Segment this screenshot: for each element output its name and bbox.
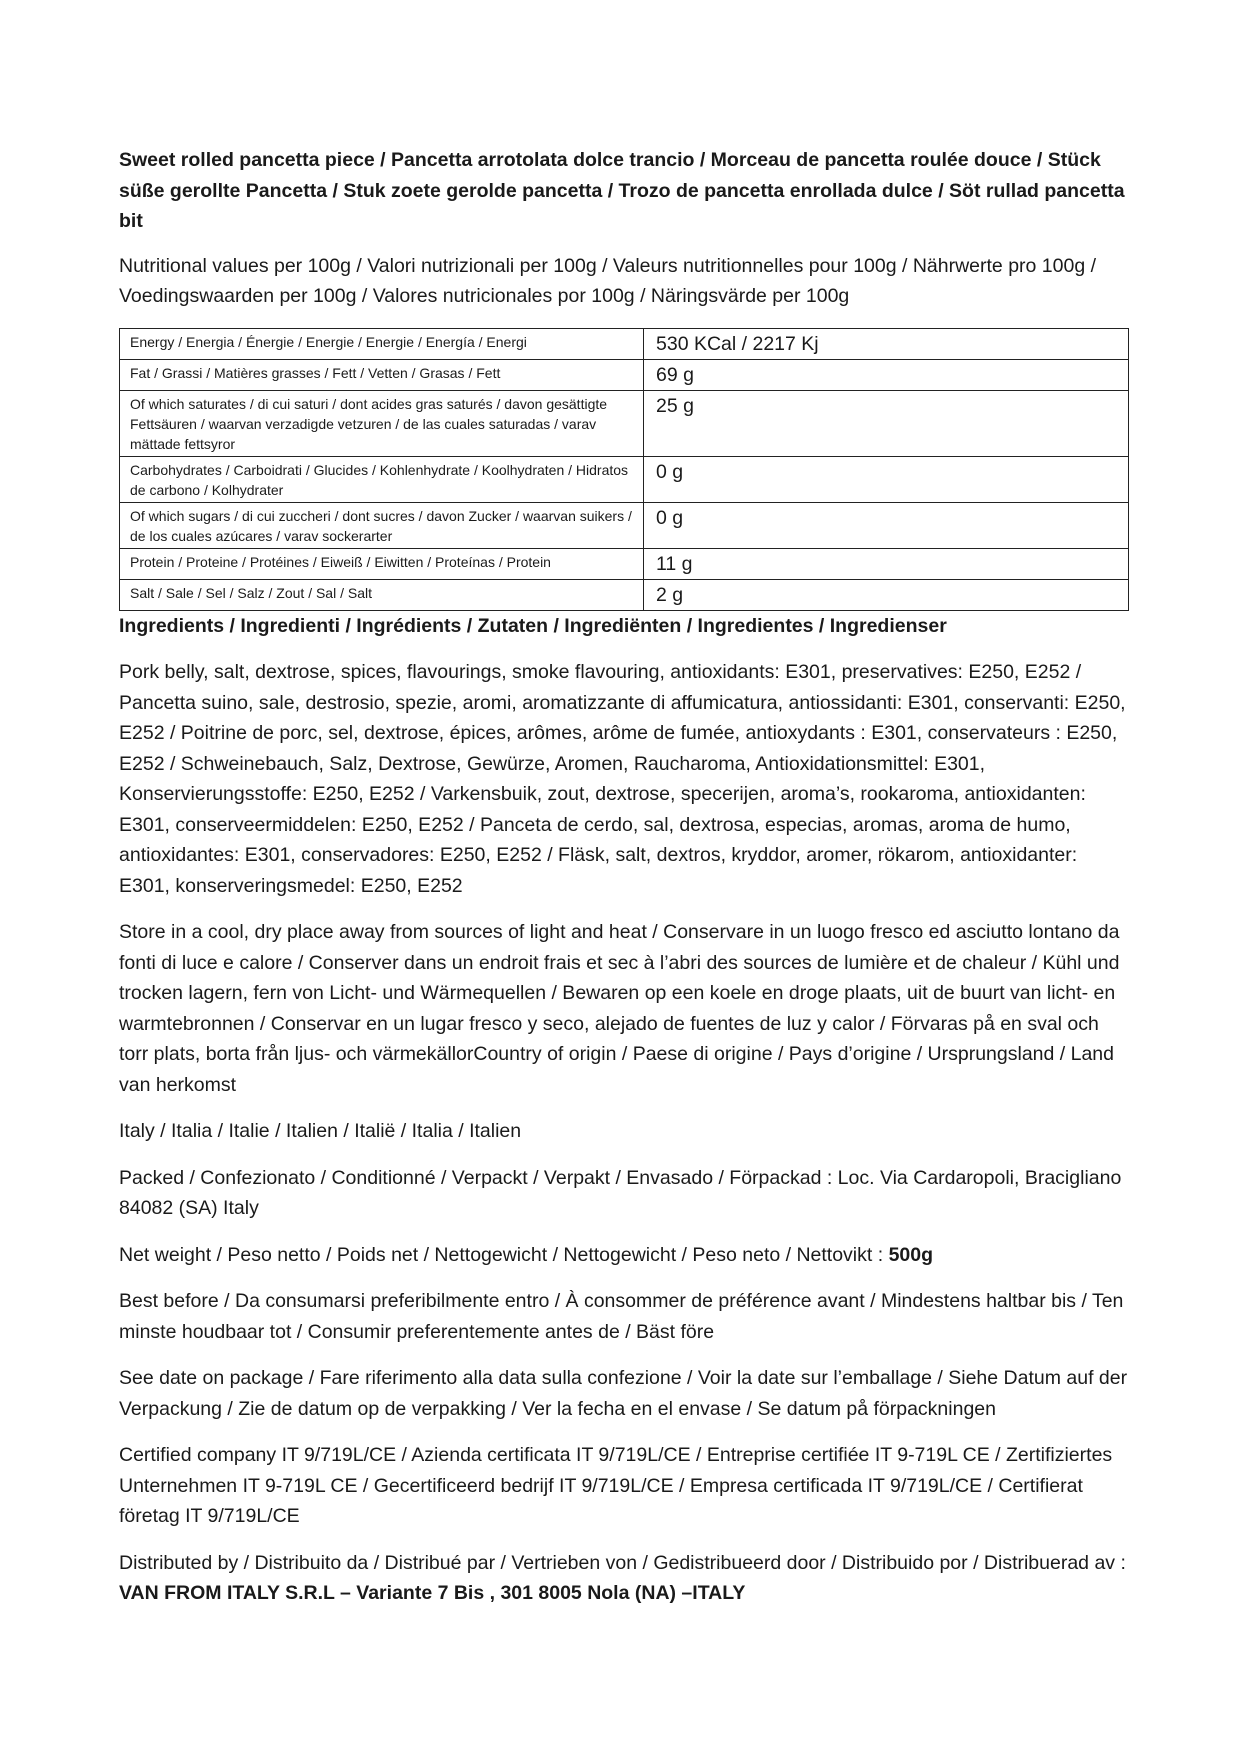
origin-text: Italy / Italia / Italie / Italien / Italië / Italia / Italien	[119, 1120, 522, 1142]
net-weight-value: 500g	[888, 1243, 934, 1266]
ingredients-text: Pork belly, salt, dextrose, spices, flavourings, smoke flavouring, antioxidants: E301, preservatives: E250, E252 / Pancetta suino, sale, destrosio, spezie, aromi, aromatizzante di affumicatura, antiossidanti: E301, conservanti: E250, E252 / Poitrine de porc, sel, dextrose, épices, arômes, arôme de fumée, antioxydants : E301, conservateurs : E250, E252 / Schweinebauch, Salz, Dextrose, Gewürze, Aromen, Raucharoma, Antioxidationsmittel: E301, Konservierungsstoffe: E250, E252 / Varkensbuik, zout, dextrose, specerijen, aroma’s, rookaroma, antioxidanten: E301, conserveermiddelen: E250, E252 / Panceta de cerdo, sal, dextrosa, especias, aromas, aroma de humo, antioxidantes: E301, conservadores: E250, E252 / Fläsk, salt, dextros, kryddor, aromer, rökarom, antioxidanter: E301, konserveringsmedel: E250, E252	[119, 661, 1126, 897]
nutrition-row-energy	[120, 328, 1129, 359]
nutrition-label: Energy / Energia / Énergie / Energie / Energie / Energía / Energi	[120, 328, 644, 359]
nutrition-label: Protein / Proteine / Protéines / Eiweiß / Eiwitten / Proteínas / Protein	[120, 548, 644, 579]
nutrition-label: Of which sugars / di cui zuccheri / dont sucres / davon Zucker / waarvan suikers / de los cuales azúcares / varav sockerarter	[120, 502, 644, 548]
nutrition-value: 0 g	[644, 456, 1129, 502]
nutrition-label: Of which saturates / di cui saturi / dont acides gras saturés / davon gesättigte Fettsäuren / waarvan verzadigde vetzuren / de las cuales saturadas / varav mättade fettsyror	[120, 390, 644, 456]
nutrition-label: Salt / Sale / Sel / Salz / Zout / Sal / Salt	[120, 579, 644, 610]
nutrition-value: 530 KCal / 2217 Kj	[644, 328, 1129, 359]
nutrition-value: 0 g	[644, 502, 1129, 548]
nutrition-value: 69 g	[644, 359, 1129, 390]
nutrition-value: 25 g	[644, 390, 1129, 456]
see-date-text: See date on package / Fare riferimento alla data sulla confezione / Voir la date sur l’emballage / Siehe Datum auf der Verpackung / Zie de datum op de verpakking / Ver la fecha en el envase / Se datum på förpackningen	[119, 1367, 1128, 1420]
nutrition-table	[119, 328, 1129, 611]
nutrition-value: 11 g	[644, 548, 1129, 579]
nutrition-row-fat	[120, 359, 1129, 390]
distributor-details: VAN FROM ITALY S.R.L – Variante 7 Bis , 301 8005 Nola (NA) –ITALY	[119, 1582, 746, 1604]
nutrition-row-salt	[120, 579, 1129, 610]
net-weight	[119, 1240, 1129, 1271]
nutrition-label: Fat / Grassi / Matières grasses / Fett / Vetten / Grasas / Fett	[120, 359, 644, 390]
nutrition-value: 2 g	[644, 579, 1129, 610]
nutrition-intro: Nutritional values per 100g / Valori nutrizionali per 100g / Valeurs nutritionnelles pour 100g / Nährwerte pro 100g / Voedingswaarden per 100g / Valores nutricionales por 100g / Näringsvärde per 100g	[119, 254, 1097, 307]
product-title: Sweet rolled pancetta piece / Pancetta arrotolata dolce trancio / Morceau de pancetta roulée douce / Stück süße gerollte Pancetta / Stuk zoete gerolde pancetta / Trozo de pancetta enrollada dulce / Söt rullad pancetta bit	[119, 149, 1125, 232]
nutrition-row-saturates	[120, 390, 1129, 456]
packed-text: Packed / Confezionato / Conditionné / Verpackt / Verpakt / Envasado / Förpackad : Loc. Via Cardaropoli, Bracigliano 84082 (SA) Italy	[119, 1166, 1122, 1219]
best-before-text: Best before / Da consumarsi preferibilmente entro / À consommer de préférence avant / Mindestens haltbar bis / Ten minste houdbaar tot / Consumir preferentemente antes de / Bäst före	[119, 1290, 1124, 1343]
storage-text: Store in a cool, dry place away from sources of light and heat / Conservare in un luogo fresco ed asciutto lontano da fonti di luce e calore / Conserver dans un endroit frais et sec à l’abri des sources de lumière et de chaleur / Kühl und trocken lagern, fern von Licht- und Wärmequellen / Bewaren op een koele en droge plaats, uit de buurt van licht- en warmtebronnen / Conservar en un lugar fresco y seco, alejado de fuentes de luz y calor / Förvaras på en sval och torr plats, borta från ljus- och värmekällorCountry of origin / Paese di origine / Pays d’origine / Ursprungsland / Land van herkomst	[119, 921, 1120, 1096]
net-weight-label: Net weight / Peso netto / Poids net / Nettogewicht / Nettogewicht / Peso neto / Nettovikt :	[119, 1243, 889, 1266]
nutrition-label: Carbohydrates / Carboidrati / Glucides / Kohlenhydrate / Koolhydraten / Hidratos de carbono / Kolhydrater	[120, 456, 644, 502]
label-document	[119, 145, 1129, 1625]
certified-text: Certified company IT 9/719L/CE / Azienda certificata IT 9/719L/CE / Entreprise certifiée IT 9-719L CE / Zertifiziertes Unternehmen IT 9-719L CE / Gecertificeerd bedrijf IT 9/719L/CE / Empresa certificada IT 9/719L/CE / Certifierat företag IT 9/719L/CE	[119, 1444, 1113, 1527]
nutrition-row-sugars	[120, 502, 1129, 548]
distributed-label: Distributed by / Distribuito da / Distribué par / Vertrieben von / Gedistribueerd door / Distribuido por / Distribuerad av :	[119, 1551, 1126, 1574]
nutrition-row-protein	[120, 548, 1129, 579]
ingredients-heading: Ingredients / Ingredienti / Ingrédients / Zutaten / Ingrediënten / Ingredientes / Ingredienser	[119, 614, 947, 637]
nutrition-row-carbohydrates	[120, 456, 1129, 502]
distributor	[119, 1548, 1129, 1609]
